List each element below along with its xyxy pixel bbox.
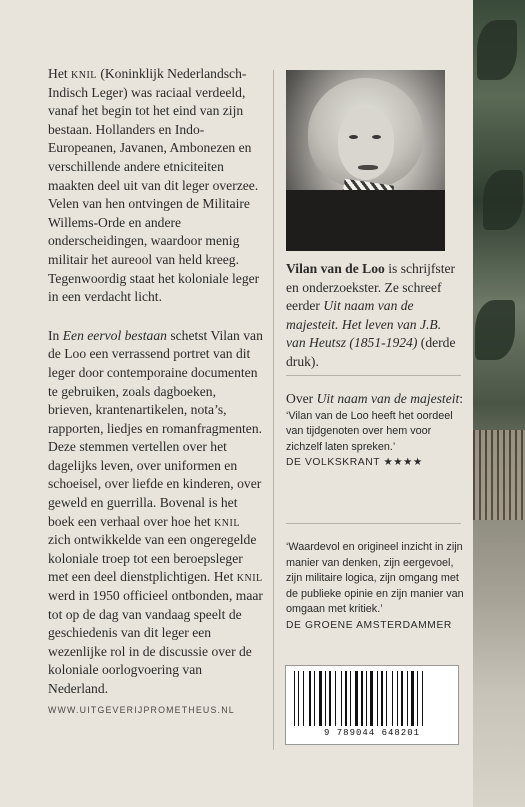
review-source: DE GROENE AMSTERDAMMER	[286, 619, 452, 631]
review-intro: Over Uit naam van de majesteit:	[286, 391, 464, 406]
review-quote: ‘Waardevol en origineel inzicht in zijn manier van denken, zijn eergevoel, zijn militaire logica, zijn omgang met de publieke opinie en zijn manier van omgaan met kritiek.’	[286, 541, 464, 615]
blurb-paragraph-1: Het knil (Koninklijk Nederlandsch-Indisch Leger) was raciaal verdeeld, vanaf het begin tot het eind van zijn bestaan. Hollanders en Indo-Europeanen, Javanen, Ambonezen en verschillende andere etniciteiten maakten deel uit van dit leger overzee. Velen van hen ontvingen de Militaire Willems-Orde en andere onderscheidingen, waardoor menig militair het aureool van held kreeg. Tegenwoordig staat het koloniale leger in een verdacht licht.	[48, 66, 260, 305]
publisher-website: WWW.UITGEVERIJPROMETHEUS.NL	[48, 705, 235, 715]
review-2	[286, 540, 466, 633]
fence-shape	[473, 430, 525, 520]
rule	[286, 375, 461, 376]
review-source: DE VOLKSKRANT ★★★★	[286, 457, 423, 469]
palm-shape	[475, 300, 515, 360]
review-quote: ‘Vilan van de Loo heeft het oordeel van tijdgenoten over hem voor zichzelf laten spreken.’	[286, 409, 453, 453]
barcode-bars	[294, 671, 449, 726]
cover-photo-edge	[473, 0, 525, 807]
palm-shape	[477, 20, 517, 80]
barcode	[285, 665, 459, 745]
rule	[286, 523, 461, 524]
review-1	[286, 390, 466, 471]
isbn-number: 9 789044 648201	[323, 728, 420, 738]
author-photo	[286, 70, 445, 251]
blurb-paragraph-2: In Een eervol bestaan schetst Vilan van de Loo een verrassend portret van dit leger door contemporaine documenten te gebruiken, zoals dagboeken, brieven, krantenartikelen, nota’s, rapporten, liedjes en romanfragmenten. Deze stemmen vertellen over het dagelijks leven, over uniformen en schoeisel, over liefde en kinderen, over geweld en guerrilla. Bovenal is het boek een verhaal over hoe het knil zich ontwikkelde van een ongeregelde koloniale troep tot een beroepsleger met een deel dienstplichtigen. Het knil werd in 1950 officieel ontbonden, maar tot op de dag van vandaag speelt de geschiedenis van dit leger een wezenlijke rol in de discussie over de koloniale oorlogvoering van Nederland.	[48, 327, 263, 696]
palm-shape	[483, 170, 523, 230]
blurb	[48, 65, 263, 719]
author-name: Vilan van de Loo	[286, 261, 385, 276]
column-divider	[273, 70, 274, 750]
author-bio: Vilan van de Loo is schrijfster en onderzoekster. Ze schreef eerder Uit naam van de majesteit. Het leven van J.B. van Heutsz (1851-1924) (derde druk).	[286, 261, 456, 369]
